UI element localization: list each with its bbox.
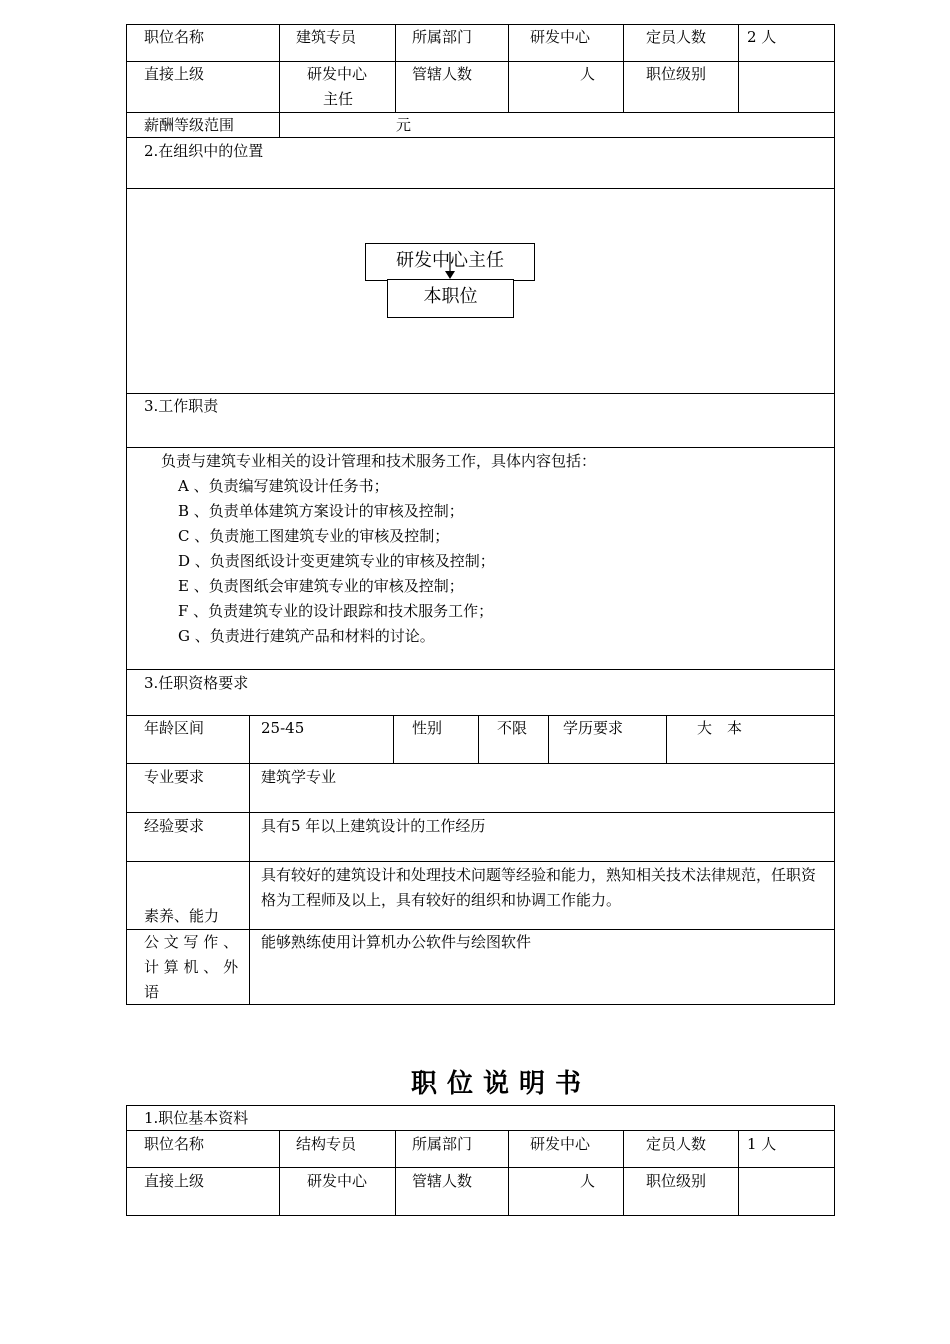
table-rule — [126, 61, 835, 62]
supervisor-value-line1: 研发中心 — [307, 65, 368, 83]
education-value: 大 本 — [697, 719, 743, 737]
ability-label: 素养、能力 — [144, 907, 220, 925]
table-rule — [393, 715, 394, 763]
job-title-value: 建筑专员 — [296, 28, 357, 46]
table-rule — [126, 393, 835, 394]
skills-label-line3: 语 — [144, 983, 160, 1001]
duty-item-c: C 、负责施工图建筑专业的审核及控制； — [178, 527, 450, 545]
table-rule — [508, 1130, 509, 1216]
section-basic-info: 1.职位基本资料 — [144, 1109, 249, 1127]
table-rule — [126, 188, 835, 189]
table-rule — [623, 1130, 624, 1216]
department-value: 研发中心 — [530, 28, 591, 46]
department-label: 所属部门 — [412, 28, 473, 46]
age-value: 25-45 — [261, 719, 305, 737]
experience-value: 具有5 年以上建筑设计的工作经历 — [261, 817, 486, 835]
headcount-label-2: 定员人数 — [646, 1135, 707, 1153]
job-title-label: 职位名称 — [144, 28, 205, 46]
org-chart-arrow — [440, 252, 460, 282]
grade-label-2: 职位级别 — [646, 1172, 707, 1190]
table-rule — [738, 24, 739, 112]
section-duties: 3.工作职责 — [144, 397, 219, 415]
grade-label: 职位级别 — [646, 65, 707, 83]
supervisor-value-2: 研发中心 — [307, 1172, 368, 1190]
supervisor-label: 直接上级 — [144, 65, 205, 83]
duty-item-f: F 、负责建筑专业的设计跟踪和技术服务工作； — [178, 602, 494, 620]
experience-label: 经验要求 — [144, 817, 205, 835]
table-rule — [548, 715, 549, 763]
salary-range-label: 薪酬等级范围 — [144, 116, 235, 134]
section-qualifications: 3.任职资格要求 — [144, 674, 249, 692]
table-rule — [395, 24, 396, 112]
job-title-value-2: 结构专员 — [296, 1135, 357, 1153]
table-rule — [478, 715, 479, 763]
document-title: 职位说明书 — [411, 1069, 592, 1099]
table-rule — [126, 812, 835, 813]
table-rule — [126, 669, 835, 670]
gender-label: 性别 — [412, 719, 443, 737]
table-rule — [279, 1130, 280, 1216]
table-rule — [666, 715, 667, 763]
table-rule — [126, 137, 835, 138]
salary-range-value: 元 — [396, 116, 412, 134]
subordinates-label-2: 管辖人数 — [412, 1172, 473, 1190]
table-rule — [738, 1130, 739, 1216]
table-rule — [395, 1130, 396, 1216]
table-rule — [508, 24, 509, 112]
duty-item-b: B 、负责单体建筑方案设计的审核及控制； — [178, 502, 464, 520]
table-rule — [126, 1130, 835, 1131]
table-rule — [249, 715, 250, 1005]
headcount-value-2: 1 人 — [747, 1135, 777, 1153]
supervisor-label-2: 直接上级 — [144, 1172, 205, 1190]
duties-intro: 负责与建筑专业相关的设计管理和技术服务工作，具体内容包括： — [161, 452, 597, 470]
ability-value: 具有较好的建筑设计和处理技术问题等经验和能力，熟知相关技术法律规范，任职资格为工程师及以上，具有较好的组织和协调工作能力。 — [261, 866, 817, 909]
subordinates-label: 管辖人数 — [412, 65, 473, 83]
department-label-2: 所属部门 — [412, 1135, 473, 1153]
subordinates-value: 人 — [580, 65, 596, 83]
age-label: 年龄区间 — [144, 719, 205, 737]
department-value-2: 研发中心 — [530, 1135, 591, 1153]
section-org-position: 2.在组织中的位置 — [144, 142, 264, 160]
table-rule — [126, 861, 835, 862]
education-label: 学历要求 — [563, 719, 624, 737]
job-title-label-2: 职位名称 — [144, 1135, 205, 1153]
skills-label-line2: 计 算 机 、 外 — [144, 958, 239, 976]
table-rule — [126, 929, 835, 930]
duty-item-g: G 、负责进行建筑产品和材料的讨论。 — [178, 627, 435, 645]
subordinates-value-2: 人 — [580, 1172, 596, 1190]
org-node-position: 本职位 — [387, 279, 514, 318]
duty-item-e: E 、负责图纸会审建筑专业的审核及控制； — [178, 577, 464, 595]
org-node-superior: 研发中心主任 — [365, 243, 535, 281]
skills-value: 能够熟练使用计算机办公软件与绘图软件 — [261, 933, 532, 951]
table-rule — [279, 24, 280, 137]
skills-label-line1: 公 文 写 作 、 — [144, 933, 239, 951]
table-rule — [126, 447, 835, 448]
duty-item-d: D 、负责图纸设计变更建筑专业的审核及控制； — [178, 552, 495, 570]
duty-item-a: A 、负责编写建筑设计任务书； — [178, 477, 389, 495]
headcount-value: 2 人 — [747, 28, 777, 46]
headcount-label: 定员人数 — [646, 28, 707, 46]
table-rule — [623, 24, 624, 112]
gender-value: 不限 — [497, 719, 528, 737]
table-rule — [126, 1167, 835, 1168]
table-rule — [126, 763, 835, 764]
major-label: 专业要求 — [144, 768, 205, 786]
table-rule — [126, 112, 835, 113]
supervisor-value-line2: 主任 — [323, 90, 354, 108]
table-rule — [126, 715, 835, 716]
major-value: 建筑学专业 — [261, 768, 337, 786]
